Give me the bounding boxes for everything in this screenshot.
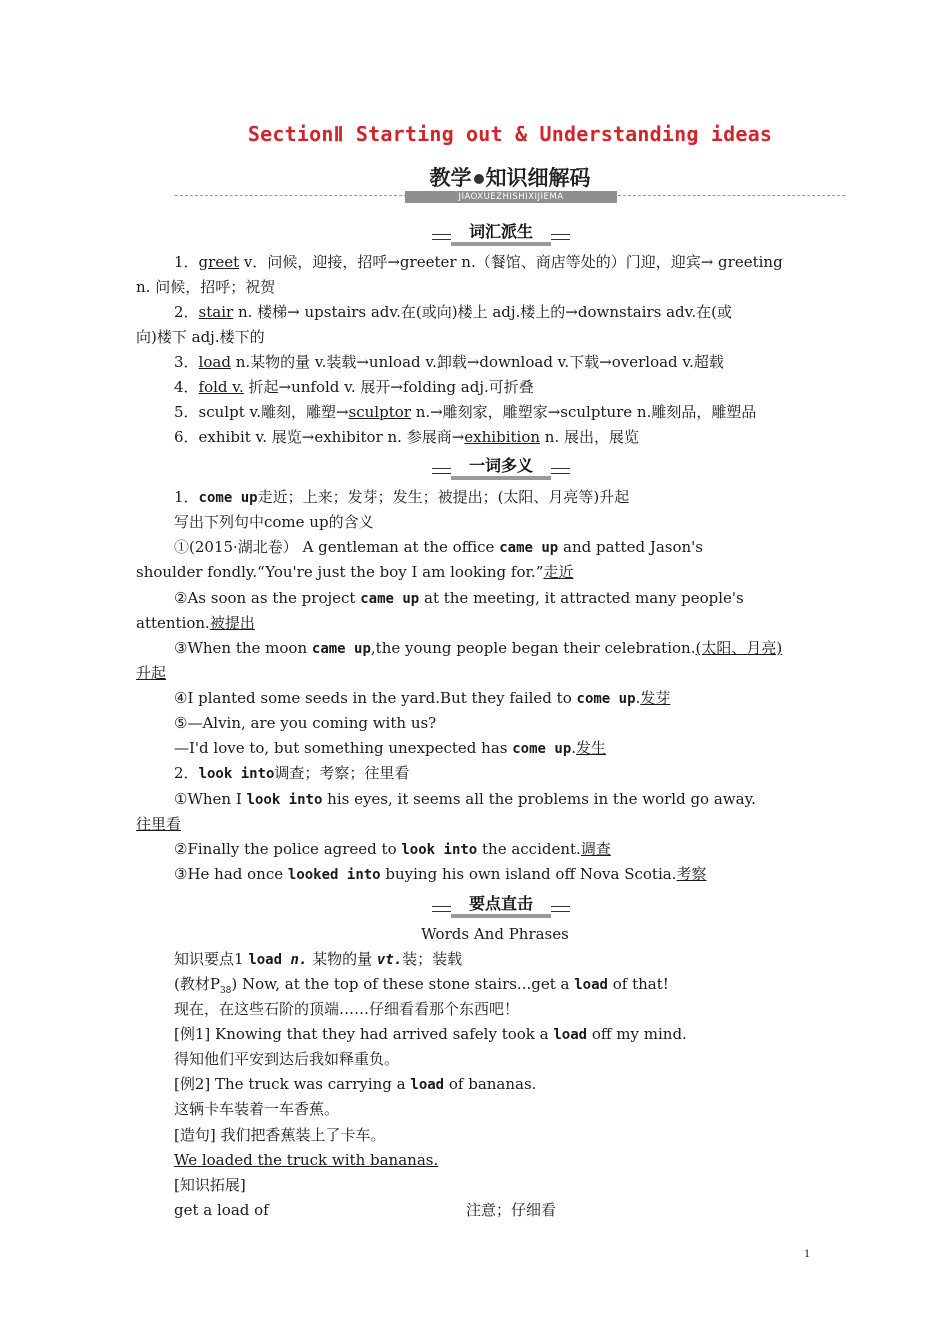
example-line: ①When I look into his eyes, it seems all the problems in the world go away. [174, 790, 756, 808]
extension-label: [知识拓展] [174, 1176, 246, 1194]
translation-line: 现在，在这些石阶的顶端……仔细看看那个东西吧！ [174, 1000, 520, 1018]
example-line: ①(2015·湖北卷） A gentleman at the office came up and patted Jason's [174, 538, 703, 556]
example-line: attention.被提出 [136, 614, 255, 632]
section-header-keypoints [432, 894, 570, 916]
vocab-line: 1．greet v．问候，迎接，招呼→greeter n.（餐馆、商店等处的）门迎，迎宾→ greeting [174, 253, 783, 271]
example-line: ②As soon as the project came up at the meeting, it attracted many people's [174, 589, 744, 607]
section-header-label: 词汇派生 [451, 222, 551, 242]
banner-pinyin: JIAOXUEZHISHIXIJIEMA [405, 191, 617, 203]
polysemy-line: 写出下列句中come up的含义 [174, 513, 374, 531]
vocab-line: 4．fold v. 折起→unfold v. 展开→folding adj.可折叠 [174, 378, 534, 396]
vocab-line: 2．stair n. 楼梯→ upstairs adv.在(或向)楼上 adj.楼上的→downstairs adv.在(或 [174, 303, 732, 321]
exercise-line: [造句] 我们把香蕉装上了卡车。 [174, 1126, 386, 1144]
section-title: SectionⅡ Starting out & Understanding ideas [247, 122, 773, 146]
example-line: —I'd love to, but something unexpected has come up.发生 [174, 739, 607, 757]
section-header-label: 要点直击 [451, 894, 551, 914]
example-line: [例1] Knowing that they had arrived safely took a load off my mind. [174, 1025, 687, 1043]
vocab-line: n. 问候，招呼；祝贺 [136, 278, 276, 296]
vocab-line: 向)楼下 adj.楼下的 [136, 328, 265, 346]
example-line: ⑤—Alvin, are you coming with us? [174, 714, 437, 732]
banner-heading-right: 知识细解码 [485, 166, 591, 190]
section-header-vocab [432, 222, 570, 244]
polysemy-line: 2．look into调查；考察；往里看 [174, 764, 410, 782]
vocab-line: 6．exhibit v. 展览→exhibitor n. 参展商→exhibition n. 展出，展览 [174, 428, 639, 446]
teaching-banner [175, 162, 845, 206]
banner-heading [420, 162, 600, 192]
phrase-line: get a load of 注意；仔细看 [174, 1201, 557, 1219]
banner-divider-left [175, 195, 407, 196]
textbook-line: (教材$P_{38}$) Now, at the top of these stone stairs...get a load of that! [174, 975, 669, 996]
keypoint-line: 知识要点1 load n. 某物的量 vt.装；装载 [174, 950, 463, 968]
example-line: ②Finally the police agreed to look into the accident.调查 [174, 840, 611, 858]
vocab-line: 5．sculpt v.雕刻，雕塑→sculptor n.→雕刻家，雕塑家→sculpture n.雕刻品，雕塑品 [174, 403, 757, 421]
subsection-heading: Words And Phrases [421, 925, 569, 943]
example-line: ③When the moon came up,the young people began their celebration.(太阳、月亮) [174, 639, 783, 657]
banner-divider-right [613, 195, 845, 196]
example-line: 往里看 [136, 815, 182, 833]
example-line: shoulder fondly.“You're just the boy I am looking for.”走近 [136, 563, 574, 581]
banner-heading-left: 教学 [429, 166, 472, 190]
exercise-answer: We loaded the truck with bananas. [174, 1151, 439, 1169]
vocab-line: 3．load n.某物的量 v.装载→unload v.卸载→download v.下载→overload v.超载 [174, 353, 724, 371]
translation-line: 得知他们平安到达后我如释重负。 [174, 1050, 400, 1068]
section-header-label: 一词多义 [451, 456, 551, 476]
polysemy-line: 1．come up走近；上来；发芽；发生；被提出；(太阳、月亮等)升起 [174, 488, 630, 506]
example-line: ④I planted some seeds in the yard.But they failed to come up.发芽 [174, 689, 671, 707]
example-line: [例2] The truck was carrying a load of bananas. [174, 1075, 537, 1093]
example-line: 升起 [136, 664, 167, 682]
translation-line: 这辆卡车装着一车香蕉。 [174, 1100, 340, 1118]
section-header-polysemy [432, 456, 570, 478]
example-line: ③He had once looked into buying his own island off Nova Scotia.考察 [174, 865, 707, 883]
page-number: 1 [804, 1246, 810, 1260]
arrow-dot-icon [474, 174, 484, 184]
